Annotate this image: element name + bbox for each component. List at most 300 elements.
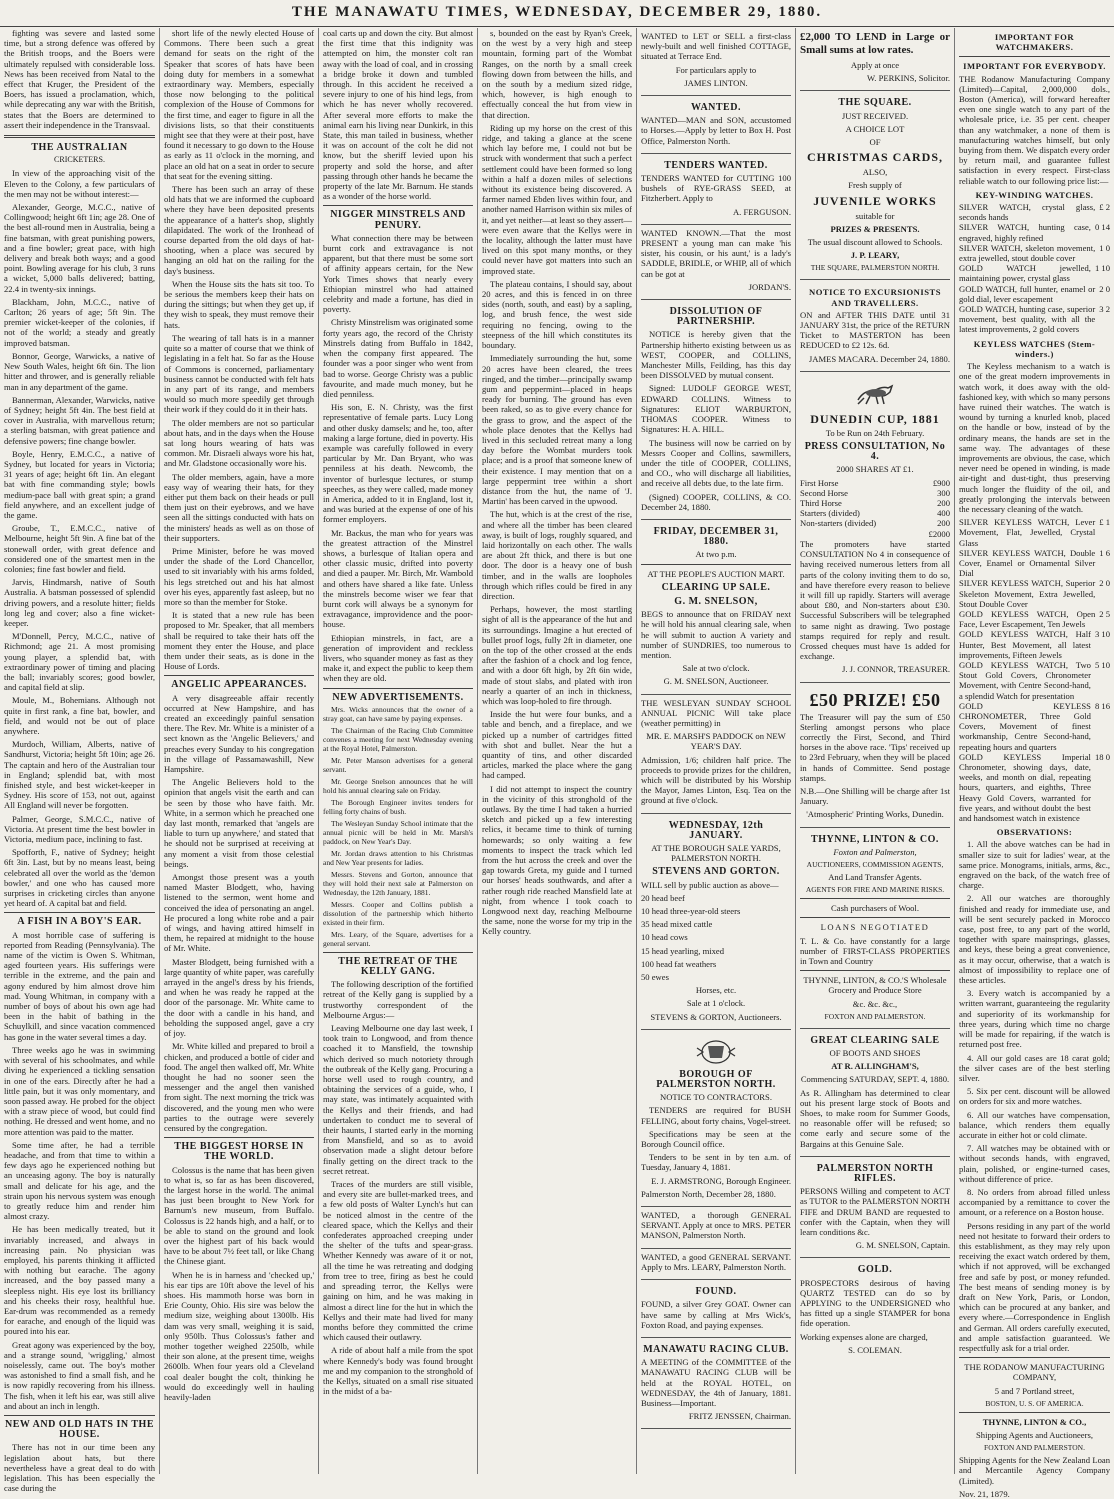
ad-wesleyan [641,695,791,814]
minstrels-article [323,233,473,684]
price-value: 5 10 [1094,659,1110,670]
paragraph: Tenders to be sent in by ten a.m. of Tuesday, January 4, 1881. [641,1152,791,1173]
ad-text: BOSTON, U. S. OF AMERICA. [985,1398,1084,1408]
ad-snelson-sale [641,520,791,695]
ad-borough [641,1030,791,1207]
divider [800,970,950,971]
paragraph: Mr. Backus, the man who for years was the greatest attraction of the Minstrel shows, a burlesque of Italian opera and other classic music, drifted into poverty and died a pauper. Mr. Birch, Mr. Wambold and others have shared a like fate. Unless the minstrels become wiser we fear that burnt cork will always be a synonym for extravagance, improvidence and the poor-house. [323,527,473,630]
ad-heading: LOANS NEGOTIATED [820,922,930,933]
ad-text: The Keyless mechanism to a watch is one of the great modern improvements in watch work, it does away with the old-fashioned key, with which so many persons have ruined their watches. The watch is wound by turning a knurled knob, placed on the handle or bow, instead of by the ordinary means, the hands are set in the same way. The advantages of these improvements are obvious, the case, which never need be opened in winding, is made air-tight and dust-tight, thus preserving much longer the fluidity of the oil, and greatly prolonging the intervals between the necessary cleaning of the watch. [959,361,1110,514]
hats-article [164,28,314,671]
price-value: 1 10 [1094,263,1110,274]
ad-signature: J. P. LEARY, [850,250,900,261]
paragraph: A ride of about half a mile from the spot where Kennedy's body was found brought me and my companion to the stronghold of the Kellys, situated on a small rise situated in the midst of a ba- [323,1345,473,1397]
paragraph: The Borough Engineer invites tenders for felling forty chains of bush. [323,797,473,816]
price-row [959,202,1110,222]
ad-text: THE WESLEYAN SUNDAY SCHOOL ANNUAL PICNIC Will take place (weather permitting) in [641,697,791,728]
price-row [959,284,1110,304]
divider [323,688,473,689]
ad-signature: JAMES LINTON. [684,77,748,88]
paragraph: The business will now be carried on by Messrs Cooper and Collins, sawmillers, under the title of COOPER, COLLINS, and CO., who will discharge all liabilities, and receive all debts due, to the late firm. [641,437,791,489]
ad-heading: KEY-WINDING WATCHES. [975,189,1094,200]
paragraph: Immediately surrounding the hut, some 20 acres have been cleared, the trees ringed, and the timber—principally swamp gum and peppermint—placed in heaps ready for burning. The ground has even been raked, so as to give every chance for the grass to grow, and the aspect of the whole place denotes that the Kellys had lived in this secluded retreat many a long day before the Wombat murders took place; and is a proof that someone knew of their existence. I may mention that on a large peppermint tree within a short distance from the hut, the name of 'J. Martin' has been carved in the upwood. [482,353,632,507]
ad-text: Working expenses alone are charged, [800,1331,928,1342]
price-label: GOLD WATCH, hunting case, superior movement, best quality, with all the latest improvements, 2 gold covers [959,304,1096,335]
paragraph: The plateau contains, I should say, about 20 acres, and this is fenced in on three sides (north, south, and east) by a sapling, log, and brush fence, the west side requiring no fencing, owing to the steepness of the hill which constitutes its boundary. [482,278,632,351]
fish-heading: A FISH IN A BOY'S EAR. [17,916,142,928]
ad-heading: DUNEDIN CUP, 1881 [810,411,940,426]
divider [164,1137,314,1138]
price-label: Non-starters (divided) [800,518,877,529]
paragraph: The Wesleyan Sunday School intimate that the annual picnic will be held in Mr. Marsh's paddock, on New Year's Day. [323,818,473,846]
ad-text: &c. &c. &c., [852,998,898,1009]
ad-text: FOUND, a silver Grey GOAT. Owner can have same by calling at Mrs Wick's, Foxton Road, and paying expenses. [641,1299,791,1330]
paragraph: 2. All our watches are thoroughly finished and ready for immediate use, and will be sent securely packed in Morocco case, post free, to any part of the world, together with spare mainsprings, glasses, and keys, these being a great convenience, as it may occur, otherwise, that a watch is almost of impossibility to replace one of these articles. [959,893,1110,986]
paragraph: Boyle, Henry, E.M.C.C., a native of Sydney, but located for years in Victoria; 31 years of age; height 6ft 1in. An elegant bat with fine commanding style; bowls medium-pace ball with great spin; a grand field anywhere, and an excellent judge of the game. [4,448,155,520]
paragraph: NOTICE is hereby given that the Partnership hitherto existing between us as WEST, COOPER, and COLLINS, Manchester Mills, Feilding, has this day been DISSOLVED by mutual consent. [641,329,791,381]
price-value: 3 2 [1099,304,1110,315]
price-row [959,660,1110,701]
price-row [959,243,1110,263]
price-label: SILVER KEYLESS WATCH, Double Cover, Enamel or Ornamental Silver Dial [959,547,1096,579]
ad-leary-cards [800,91,950,280]
paragraph: Blackham, John, M.C.C., native of Carlton; 26 years of age; 5ft 9in. The premier wicket-keeper of the colonies, if not of the world; a steady and greatly improved batsman. [4,296,155,348]
price-label: First Horse [800,477,839,488]
price-value: £900 [932,477,950,488]
ad-text: WANTED, a good GENERAL SERVANT. Apply to Mrs. LEARY, Palmerston North. [641,1251,791,1272]
paragraph: M'Donnell, Percy, M.C.C., native of Richmond; age 21. A most promising young player, a splendid bat, with extraordinary power of timing and placing the ball; invariably scores; good bowler, and capital field at slip. [4,631,155,693]
ad-signature: S. COLEMAN. [848,1344,902,1355]
ad-signature: J. J. CONNOR, TREASURER. [842,664,950,675]
ad-cottage [641,28,791,96]
ad-text: 2000 SHARES AT £1. [836,464,914,475]
ad-heading: BOROUGH OF PALMERSTON NORTH. [656,1068,776,1091]
paragraph: The older members are not so particular about hats, and in the days when the House sat long hours wearing of hats was common. Mr. Disraeli always wore his hat, and Mr. Gladstone occasionally wore his. [164,417,314,469]
paragraph: Ethiopian minstrels, in fact, are a generation of improvident and reckless livers, who squander money as fast as they make it, and expect the public to keep them when they are old. [323,632,473,684]
paragraph: Messrs. Stevens and Gorton, announce that they will hold their next sale at Palmerston on Wednesday, the 12th January, 1881. [323,869,473,897]
paragraph: 7. All watches may be obtained with or without seconds hands, with engraved, plain, polished, or engine-turned cases, without difference of price. [959,1143,1110,1184]
divider [323,205,473,206]
ad-text: AT THE PEOPLE'S AUCTION MART. [647,568,785,579]
paragraph: Inside the hut were four bunks, and a table and bench, and a fireplace, and we picked up a number of cartridges fitted with shot and bullet. Near the hut a quantity of tins, and other discarded articles, marked the place where the gang had camped. [482,709,632,781]
ad-excursionists [800,280,950,371]
paragraph: Great agony was experienced by the boy, and a strange sound, 'wriggling,' almost noiselessly, came out. The boy's mother was astonished to find a small fish, and he is now rapidly recovering from his illness. The fish, when it left his ear, was still alive and about an inch in length. [4,1339,155,1411]
stock-list [641,893,791,982]
ad-heading: GREAT CLEARING SALE [810,1034,940,1046]
ad-heading: IMPORTANT FOR EVERYBODY. [963,61,1106,72]
price-value: 2 5 [1099,608,1110,619]
paragraph: The hut, which is at the crest of the rise, and where all the timber has been cleared away, is built of logs, roughly squared, and laid horizontally on each other. The walls are about 2ft thick, and there is but one door. The door is a heavy one of bush timber, and in the walls are loopholes through which rifles could be fired in any direction. [482,509,632,601]
paragraph: Traces of the murders are still visible, and every site are bullet-marked trees, and a few old posts of Walter Lynch's hut can be noticed almost in the centre of the cleared space, which the Kellys and their confederates approached creeping under the shelter of the tufts and spear-grass. Whether Kennedy was aware of it or not, all the time he was retreating and dodging from tree to tree, firing as best he could and spreading terror, the Kellys were gaining on him, and he was making in almost a direct line for the hut in which the Kellys and their mate had lived for many months before they committed the crime which caused their outlawry. [323,1179,473,1343]
paragraph: Murdoch, William, Alberts, native of Sandhurst, Victoria; height 5ft 10in; age 26. The captain and hero of the Australian tour in England; splendid bat, with most finished style, and best wicket-keeper in Sydney. His score of 153, not out, against All England will never be forgotten. [4,739,155,811]
price-label: SILVER WATCH, crystal glass, seconds hands [959,202,1096,223]
price-row [959,222,1110,242]
kelly-article-cont [482,28,632,937]
price-value: £ 1 [1099,517,1110,528]
angelic-article [164,693,314,1134]
paragraph: TENDERS are required for BUSH FELLING, about forty chains, Vogel-street. [641,1105,791,1126]
price-row [959,517,1110,548]
ad-heading: KEYLESS WATCHES (Stem-winders.) [973,338,1096,359]
ad-text: AT THE BOROUGH SALE YARDS, PALMERSTON NORTH. [651,843,781,864]
paragraph: Persons residing in any part of the world need not hesitate to forward their orders to this establishment, as they may rely upon receiving the exact watch ordered by them, which if not approved, will be exchanged free and safe by post, or money refunded. The best means of sending money is by draft on New York, Paris, or London, which can be procured at any banker, and every where.—Correspondence in English and German. All orders carefully executed, and ample satisfaction guaranteed. We respectfully ask for a trial order. [959,1220,1110,1353]
observations [959,839,1110,1353]
ad-text: WANTED, a thorough GENERAL SERVANT. Apply at once to MRS. PETER MANSON, Palmerston North. [641,1210,791,1241]
ad-tenders [641,154,791,225]
ad-text: ON and AFTER THIS DATE until 31 JANUARY 31st, the price of the RETURN Ticket to MASTERTON has been REDUCED to £2 12s. 6d. [800,309,950,351]
ad-text: Horses, etc. [695,985,737,996]
price-row [800,498,950,508]
column-4 [477,28,636,1474]
paragraph: 100 head fat weathers [641,958,717,969]
ad-text: The usual discount allowed to Schools. [807,237,943,248]
ad-text: Sale at two o'clock. [682,663,750,674]
divider [959,56,1110,57]
paragraph: Moule, M., Bohemians. Although not quite in first rank, a fine bat, bowler, and field, and would not be out of place anywhere. [4,695,155,736]
price-value: £2000 [928,528,950,539]
ad-heading: JUVENILE WORKS [813,193,937,208]
paragraph: (Signed) COOPER, COLLINS, & CO. December 24, 1880. [641,491,791,512]
paragraph: There has been such an array of these old hats that we are informed the cupboard where they have been deposited presents the appearance of a hatter's shop, slightly dilapidated. The work of the Ironhead of course departed from the old days of hat-shooting, when a place was secured by hanging an old hat on the railing for the day's business. [164,184,314,276]
divider [164,675,314,676]
price-value: £ 2 [1099,202,1110,213]
paragraph: Amongst those present was a youth named Master Blodgett, who, having listened to the sermon, went home and conceived the idea of personating an angel. He procured a long white robe and a pair of wings, and having attired himself in them, he repaired at midnight to the house of Mr. White. [164,872,314,954]
ad-text [641,329,791,511]
horse-article-end: coal carts up and down the city. But almost the first time that this indignity was attempted on him, the monster colt ran away with the load of coal, and in crossing a bridge broke it down and tumbled through. In this accident he received a severe injury to one of his hind legs, from which he has never wholly recovered. After several more efforts to make the animal earn his living near Dunkirk, in this State, this man tailed in business, whether it was on account of the colt he did not know, but the sheriff levied upon his property and sold the horse, and after passing through other hands he became the property of the late Mr. Barnum. He stands as a wonder of the horse world. [323,28,473,202]
paragraph: The following description of the fortified retreat of the Kelly gang is supplied by a trustworthy correspondent of the Melbourne Argus:— [323,979,473,1020]
ad-text: MR. E. MARSH'S PADDOCK on NEW YEAR'S DAY. [646,731,786,752]
ad-text: BEGS to announce that on FRIDAY next he will hold his annual clearing sale, when he will submit to auction A variety and number of SUNDRIES, too numerous to mention. [641,609,791,660]
ad-text: PERSONS Willing and competent to ACT as TUTOR to the PALMERSTON NORTH FIFE and DRUM BAND are requested to confer with the Captain, when they will learn conditions &c. [800,1186,950,1238]
ad-text: AGENTS FOR FIRE AND MARINE RISKS. [805,885,945,895]
paragraph: Bonnor, George, Warwicks, a native of New South Wales, height 6ft 6in. The lion hitter and thrower, and is generally reliable man in any department of the game. [4,350,155,392]
ad-signature: 'Atmospheric' Printing Works, Dunedin. [806,809,944,820]
paragraph: Bannerman, Alexander, Warwicks, native of Sydney; height 5ft 4in. The best field at cover in Australia, with marvellous return; a sterling batsman, with great patience and defensive powers; fine change bowler. [4,394,155,446]
paragraph: It is stated that a new rule has been proposed to Mr. Speaker, that all members shall be required to take their hats off the moment they enter the House, and place them under their seats, as is done in the House of Lords. [164,610,314,672]
ad-dunedin-cup [800,372,950,683]
price-value: 1 0 [1099,242,1110,253]
paragraph: 10 head cows [641,932,688,943]
ad-heading: CLEARING UP SALE. [661,581,771,593]
paragraph: Messrs. Cooper and Collins publish a dissolution of the partnership which hitherto existed in their firm. [323,899,473,927]
price-row [800,508,950,518]
ad-text: A CHOICE LOT [845,123,905,134]
price-value: 200 [937,498,950,509]
ad-heading: IMPORTANT FOR WATCHMAKERS. [994,32,1075,53]
price-value: 2 0 [1099,578,1110,589]
paragraph: Alexander, George, M.C.C., native of Collingwood; height 6ft 1in; age 28. One of the best all-round men in Australia, being a fine batsman, with great punishing powers, and a fine bowler; great pace, with high delivery and break both ways; and a good point. Bowling average for his club, 3 runs a wicket, 5,000 balls delivered; batting, 22.4 in twenty-six innings. [4,202,155,294]
cricket-heading: THE AUSTRALIAN [31,142,128,154]
paragraph: 3. Every watch is accompanied by a written warrant, guaranteeing the regularity and superiority of its workmanship for three years, during which time no charge will be made for repairing, if the watch is returned post free. [959,988,1110,1050]
paragraph: Colossus is the name that has been given to what is, so far as has been discovered, the largest horse in the world. The animal has just been brought to New York for Barnum's new museum, from Buffalo. Colossus is 22 hands high, and a half, or to be able to stand on the ground and look over the highest part of his back would have to be about 7½ feet tall, or like Chang the Chinese giant. [164,1164,314,1267]
divider [800,917,950,918]
price-row [959,263,1110,283]
ad-heading: THYNNE, LINTON & CO. [811,833,939,845]
ad-heading: £50 PRIZE! £50 [809,689,941,710]
paragraph: 4. All our gold cases are 18 carat gold; the silver cases are of the best sterling silver. [959,1052,1110,1083]
paragraph: Mr. George Snelson announces that he will hold his annual clearing sale on Friday. [323,776,473,795]
paragraph: Palmer, George, S.M.C.C., native of Victoria. At present time the best bowler in Victoria, medium pace, inclining to fast. [4,813,155,845]
horse-heading: THE BIGGEST HORSE IN THE WORLD. [174,1141,304,1163]
ad-text: Foxton and Palmerston, [833,846,917,857]
paragraph: When the House sits the hats sit too. To be serious the members keep their hats on during the sittings; but when they get up, if they wish to speak, they must remove their hats. [164,278,314,330]
ad-text: 5 and 7 Portland street, [994,1385,1075,1396]
paragraph: 10 head three-year-old steers [641,906,741,917]
ad-heading: TENDERS WANTED. [664,159,768,171]
price-label: GOLD KEYLESS WATCH, Half Hunter, Best Movement, all latest improvements, Fifteen Jewels [959,629,1091,660]
ad-heading: MANAWATU RACING CLUB. [643,1343,789,1355]
ad-text: Admission, 1/6; children half price. The proceeds to provide prizes for the children, which will be distributed by his Worship the Mayor, James Linton, Esq. Tea on the ground at five o'clock. [641,754,791,806]
column-3 [318,28,477,1474]
horse-article [164,1165,314,1403]
ad-signature: A. FERGUSON. [732,206,791,217]
divider [959,1412,1110,1413]
ad-heading: PRESS CONSULTATION, No 4. [804,441,946,463]
kelly-heading: THE RETREAT OF THE KELLY GANG. [338,955,458,977]
ad-text: THE SQUARE, PALMERSTON NORTH. [810,263,940,273]
paragraph: 35 head mixed cattle [641,919,713,930]
ad-signature: FRITZ JENSSEN, Chairman. [688,1411,791,1422]
paragraph: 15 head yearling, mixed [641,945,725,956]
ad-text: And Land Transfer Agents. [828,871,922,882]
price-row [800,529,950,539]
paragraph: Some time after, he had a terrible headache, and from that time to within a few days ago he experienced nothing but an unceasing agony. The boy is naturally small and delicate for his age, and the strain upon his nervous system was enough to greatly reduce him and render him almost crazy. [4,1139,155,1222]
price-label: GOLD KEYLESS WATCH, Two Stout Gold Covers, Chronometer Movement, with Centre Second-hand, a splendid Watch for presentation [959,659,1091,701]
paragraph: Master Blodgett, being furnished with a large quantity of white paper, was carefully arrayed in the angel's dress by his friends, and when he was ready he rapped at the door of the parsonage. Mr. White came to the door with a candle in his hand, and beholding the supposed angel, gave a cry of joy. [164,956,314,1039]
ad-signature: G. M. SNELSON, Auctioneer. [663,676,769,687]
column-2 [159,28,318,1474]
paragraph: 50 ewes [641,972,669,983]
hats-heading: NEW AND OLD HATS IN THE HOUSE. [4,1419,155,1441]
ad-loan [800,28,950,91]
price-row [959,701,1110,752]
paragraph: 6. All our watches have compensation, balance, which renders them equally accurate in either hot or cold climate. [959,1109,1110,1140]
ad-text: At two p.m. [695,549,737,560]
price-label: GOLD WATCH jewelled, maintaining power, crystal glass [959,263,1091,284]
price-label: GOLD WATCH, full hunter, enamel or gold dial, lever escapement [959,283,1096,304]
divider [4,912,155,913]
price-label: SILVER KEYLESS WATCH, Lever Movement, Flat, Jewelled, Crystal Glass [959,517,1096,548]
ad-heading: OBSERVATIONS: [996,827,1073,838]
ad-heading: WEDNESDAY, 12th JANUARY. [668,819,764,841]
price-value: 18 0 [1094,751,1110,762]
column-6 [795,28,954,1474]
ad-text: The promoters have started CONSULTATION No 4 in consequence of having received numerous letters from all parts of the colony inviting them to do so, and have therefore every reason to believe it will fill up rapidly. Starters will average about £80, and Non-starters about £30. Successful Subscribers will be telegraphed to same night as drawing. Two postage stamps required for reply and result. Crossed cheques must have 1s added for exchange. [800,538,950,662]
borough-crest-icon [693,1036,739,1066]
ad-gold [800,1258,950,1362]
price-value: 3 10 [1094,629,1110,640]
ad-thynne-linton [800,828,950,1029]
ad-text: PROSPECTORS desirous of having QUARTZ TESTED can do so by APPLYING to the UNDERSIGNED who has fitted up a single STAMPER for bona fide operation. [800,1277,950,1329]
minstrels-heading: NIGGER MINSTRELS AND PENURY. [330,209,466,231]
price-value: 300 [937,487,950,498]
price-label: GOLD KEYLESS Imperial Chronometer, showing days, date, weeks, and month on dial, repeating hours, quarters, and eighths, Three Heavy Gold Covers, warranted for five years, and without doubt the best and handsomest watch in existence [959,751,1091,824]
column-7 [954,28,1114,1499]
paragraph: Mr. White killed and prepared to broil a chicken, and produced a bottle of cider and food. The angel then walked off, Mr. White thought he had no sooner seen the messenger and the angel then vanished from sight. The next morning the trick was discovered, and the young men who were parties to the outrage were severely censured by the congregation. [164,1041,314,1133]
ad-heading: FOUND. [695,1286,737,1298]
prize-table [800,478,950,539]
ad-jordans [641,225,791,300]
ad-wanted-man [641,96,791,154]
price-row [959,548,1110,579]
paragraph: Perhaps, however, the most startling sight of all is the appearance of the hut and its surroundings. Imagine a hut erected of bullet proof logs, fully 2ft in diameter, one on the top of the other crossed at the ends after the fashion of a chock and log fence, and with a door 6ft high, by 2ft 6in wide, made of stout slabs, and plated with iron nearly a quarter of an inch in thickness, which was loop-holed to fire through. [482,604,632,706]
cricket-article [4,168,155,908]
ad-found [641,1280,791,1338]
paragraph: 1. All the above watches can be had in smaller size to suit for ladies' wear, at the same price. Monograms, initials, arms, &c., engraved on the back, of the watch free of charge. [959,839,1110,891]
divider [641,564,791,565]
ad-text: Apply at once [850,60,900,70]
ad-signature: STEVENS & GORTON, Auctioneers. [650,1011,782,1022]
ad-text: OF BOOTS AND SHOES [829,1048,921,1058]
price-row [959,752,1110,823]
divider [959,1357,1110,1358]
paragraph: Specifications may be seen at the Borough Council office. [641,1128,791,1150]
ad-text: ALSO, [862,167,888,178]
price-row [800,478,950,488]
column-5 [636,28,795,1474]
paragraph: In view of the approaching visit of the Eleven to the Colony, a few particulars of the men may not be without interest:— [4,168,155,199]
fish-article [4,930,155,1411]
paragraph: Riding up my horse on the crest of this ridge, and taking a glance at the scene which lay before me, I could not but be struck with wonderment that such a perfect settlement could have been formed so long within a half a dozen miles of selections without its existence being discovered. A farmer named Ebden lives within four, and another named Harrison within six miles of it, and yet neither—at least so they assert—were even aware that the Kellys were in the locality, although the latter must have lived on this spot many months, or they could never have got matters into such an improved state. [482,122,632,276]
ad-signature: G. M. SNELSON, Captain. [855,1240,950,1251]
war-news: fighting was severe and lasted some time, but a strong defence was offered by the British troops, and the Boers were ultimately repulsed with considerable loss. News has been received from Natal to the effect that Kruger, the President of the Boers, has issued a proclamation, which, while deprecating any war with the British, states that the Boers are determined to assert their independence in the Transvaal. [4,28,155,130]
new-ads-list [323,705,473,948]
paragraph: Spofforth, F., native of Sydney; height 6ft 3in. Last, but by no means least, being celebrated all over the world as the 'demon bowler,' and one who has caused more surprises in cricketing circles than anyone yet heard of. A capital bat and field. [4,847,155,909]
paragraph: Three weeks ago he was in swimming with several of his schoolmates, and while diving he experienced a tickling sensation in one of the ears. Directly after he had a little pain, but it was only momentary, and soon passed away. He probed for the object with a straw piece of wood, but could find nothing. He dressed and went home, and no more attention was paid to the matter. [4,1044,155,1137]
paragraph: A most horrible case of suffering is reported from Reading (Pennsylvania). The name of the victim is Owen S. Whitman, aged fourteen years. His sufferings were terrible in the extreme, and the pain and agony endured by him almost drove him mad. Young Whitman, in company with a number of boys of about his own age had been in the habit of bathing in the Schuylkill, and since vacation commenced has gone in the water several times a day. [4,929,155,1042]
paragraph: What connection there may be between burnt cork and extravagance is not apparent, but that there must be some sort of affinity appears certain, for the New York Times shows that nearly every Ethiopian minstrel who had attained celebrity and made a fortune, has died in poverty. [323,232,473,315]
ad-text: JUST RECEIVED. [841,110,909,121]
price-list-keyless [959,517,1110,823]
ad-racing-club [641,1338,791,1429]
ad-text: A MEETING of the COMMITTEE of the MANAWATU RACING CLUB will be held at the ROYAL HOTEL, on WEDNESDAY, the 4th of January, 1881. Business—Important. [641,1357,791,1408]
price-row [959,578,1110,609]
paragraph: When he is in harness and 'checked up,' his ear tips are 10ft above the level of his shoes. His mammoth horse was born in Erie County, Ohio. His sire was below the medium size, weighing about 1300lb. His dam was very small, weighing it is said, only 950lb. Thus Colossus's father and mother together weighed 2250lb, while their son alone, at the present time, weighs 2600lb. When four years old a Cleveland coal dealer bought the colt, thinking he would do exceedingly well in hauling heavily-laden [164,1269,314,1402]
paragraph: The wearing of tall hats is in a manner quite so a matter of course that we think of legislating in a felt hat. So far as the House of Commons is concerned, parliamentary business cannot be conducted with felt hats in any part of its range, and members would so much more speedily get through their work if they could do it in their hats. [164,332,314,415]
paragraph: A very disagreeable affair recently occurred at New Hampshire, and has created an exceedingly painful sensation there. The Rev. Mr. White is a minister of a sect known as the 'Angelic Believers,' and preaches every Sunday to his congregation in the village of Passamawashill, New Hampshire. [164,692,314,775]
ad-servant-2 [641,1249,791,1280]
price-row [959,629,1110,660]
price-value: 200 [937,518,950,529]
ad-text: Fresh supply of [848,180,902,191]
ad-text: The Treasurer will pay the sum of £50 Sterling amongst persons who place correctly the First, Second, and Third horses in the above race. 'Tips' received up to 23rd February, when they will be placed in hands of Committee. Send postage stamps. [800,711,950,783]
paragraph: The older members, again, have a more easy way of wearing their hats, for they either put them back on their heads or pull them just on their eyebrows, and we have seen all the sittings conducted with hats on the ministers' heads as well as on those of their supporters. [164,471,314,543]
price-label: Second Horse [800,487,848,498]
price-row [800,518,950,528]
ad-text: N.B.—One Shilling will be charge after 1st January. [800,785,950,807]
divider [4,1415,155,1416]
price-value: 400 [937,508,950,519]
price-label: Starters (divided) [800,508,860,519]
ad-stevens-gorton [641,814,791,1030]
ad-heading: PALMERSTON NORTH RIFLES. [816,1162,934,1185]
ad-heading: STEVENS AND GORTON. [652,866,780,878]
price-value: 8 16 [1094,700,1110,711]
ad-text: THYNNE, LINTON, & CO.'S Wholesale Grocery and Produce Store [803,975,947,996]
paragraph: Mrs. Wicks announces that the owner of a stray goat, can have same by paying expenses. [323,704,473,723]
divider [800,898,950,899]
ad-signature: W. PERKINS, Solicitor. [866,73,950,84]
paragraph: I did not attempt to inspect the country in the vicinity of this stronghold of the outlaws. By the time I had taken a hurried sketch and picked up a few interesting relics, it became time to think of turning homewards; so only waiting a few moments to inspect the track which led from the hut across the creek and over the gap towards Greta, my guide and I turned our horses' heads southwards, and after a rather rough ride reached Mansfield late at night, from whence I took coach to Longwood next day, reaching Melbourne the same, none the worse for my trip in the Kelly country. [482,783,632,937]
ad-text: Palmerston North, December 28, 1880. [641,1188,776,1199]
ad-text: Sale at 1 o'clock. [686,998,746,1009]
ad-dissolution [641,300,791,520]
ad-text: suitable for [855,210,895,221]
ad-text: AUCTIONEERS, COMMISSION AGENTS, [806,859,944,869]
ad-heading: GOLD. [857,1264,893,1276]
ad-signature: E. J. ARMSTRONG, Borough Engineer. [651,1175,791,1186]
ad-heading: THYNNE, LINTON & CO., [982,1416,1087,1427]
price-label: SILVER KEYLESS WATCH, Superior Skeleton Movement, Extra Jewelled, Stout Double Cover [959,578,1096,609]
price-label: GOLD KEYLESS WATCH, Open Face, Lever Escapement, Ten Jewels [959,608,1096,630]
ad-text [641,1105,791,1172]
price-row [959,609,1110,629]
ad-text: WANTED to LET or SELL a first-class newly-built and well finished COTTAGE, situated at Terrace End. [641,31,791,62]
ad-text: To be Run on 24th February. [825,427,925,438]
paragraph: The Chairman of the Racing Club Committee convenes a meeting for next Wednesday evening at the Royal Hotel, Palmerston. [323,725,473,753]
ad-text: For particulars apply to [675,64,757,75]
paragraph: 5. Six per cent. discount will be allowed on orders for six and more watches. [959,1086,1110,1107]
ad-text: WILL sell by public auction as above— [641,879,779,890]
racehorse-icon [845,378,905,408]
ad-text: FOXTON AND PALMERSTON. [984,1443,1085,1453]
price-list-key [959,202,1110,335]
ad-rifles [800,1157,950,1259]
ad-text: AT R. ALLINGHAM'S, [831,1061,919,1072]
price-label: SILVER WATCH, hunting case, engraved, highly refined [959,222,1091,243]
ad-text: WANTED KNOWN.—That the most PRESENT a young man can make 'his sister, his cousin, or his aunt,' is a lady's SADDLE, BRIDLE, or WHIP, all of which can be got at [641,227,791,279]
paragraph: The Angelic Believers hold to the opinion that angels visit the earth and can be seen by those who have faith. Mr. White, in a sermon which he preached one day last month, remarked that 'angels are liable to turn up anywhere,' and stated that he should not be surprised at receiving at any moment a visit from those celestial beings. [164,777,314,869]
cricket-subheading: CRICKETERS. [54,155,105,165]
ad-text: WANTED—MAN and SON, accustomed to Horses.—Apply by letter to Box H. Post Office, Palmerston North. [641,115,791,146]
ad-heading: DISSOLUTION OF PARTNERSHIP. [669,306,763,328]
paragraph: Groube, T., E.M.C.C., native of Melbourne, height 5ft 9in. A fine bat of the stonewall order, with great defence and considered one of the smartest men in the colonies; fine fast bowler and field. [4,523,155,574]
kelly-article [323,979,473,1396]
ad-text: Shipping Agents for the New Zealand Loan and Mercantile Agency Company (Limited). [959,1455,1110,1486]
ad-heading: CHRISTMAS CARDS, [806,150,944,165]
paragraph: short life of the newly elected House of Commons. There been such a great demand for seats on the right of the Speaker that scores of hats have been doing duty for members in a somewhat extraordinary way. Members, especially those now belonging to the political complexion of the House of Commons for the first time, and eager to figure in all the divisions lists, so that their constituents might see that they were at their post, have found it necessary to go down to the House as early as 11 o'clock in the morning, and place an old hat on a seat in order to secure that seat for the evening sitting. [164,28,314,181]
paragraph: 8. No orders from abroad filled unless accompanied by a remittance to cover the amount, or a reference on a Boston house. [959,1186,1110,1218]
price-label: SILVER WATCH, skeleton movement, extra jewelled, stout double cover [959,242,1096,264]
ad-text: Cash purchasers of Wool. [831,903,919,914]
ad-heading: WANTED. [691,102,741,114]
ad-text: THE Rodanow Manufacturing Company (Limited)—Capital, 2,000,000 dols., Boston (America), will forward hereafter even one single watch to any part of the wholesale price, i.e. 35 per cent. cheaper than any watchmaker, a none of them is manufacturing watches himself, but only buying from them. We dispatch every order by return mail, and guarantee fullest satisfaction in every respect. First-class reliable watch to our following price list:— [959,73,1110,186]
paragraph: Jarvis, Hindmarsh, native of South Australia. A batsman possessed of splendid driving powers, and a resolute hitter; fields long leg and cover; also a fine wicket-keeper. [4,577,155,628]
angelic-heading: ANGELIC APPEARANCES. [171,679,307,691]
ad-heading: NOTICE TO EXCURSIONISTS AND TRAVELLERS. [808,287,941,308]
ad-servant-1 [641,1207,791,1249]
paragraph: s, bounded on the east by Ryan's Creek, on the west by a very high and steep mountain, forming part of the Wombat Ranges, on the north by a small creek flowing down from between the hills, and on the south by a medium sized ridge, which, however, is high enough to effectually conceal the hut from view in that direction. [482,28,632,120]
divider [323,952,473,953]
masthead: THE MANAWATU TIMES, WEDNESDAY, DECEMBER 29, 1880. [0,0,1114,27]
price-value: 1 6 [1099,547,1110,558]
ad-text: Shipping Agents and Auctioneers, [976,1430,1093,1440]
price-label: Third Horse [800,498,842,509]
paragraph: Leaving Melbourne one day last week, I took train to Longwood, and from thence coached it to Mansfield, the township which derived so much notoriety through the outbreak of the Kelly gang. Procuring a horse well used to rough country, and obtaining the services of a guide, who, I may state, was intimately acquainted with the Kellys and their friends, and had undertaken to conduct me to several of their haunts, I started early in the morning from Mansfield, and so as to avoid observation made a slight detour before finally getting on the direct track to the secret retreat. [323,1023,473,1176]
paragraph: Mr. Peter Manson advertises for a general servant. [323,755,473,774]
ad-signature: JORDAN'S. [748,281,791,292]
ad-text: Nov. 21, 1879. [959,1488,1010,1499]
ad-text: FOXTON AND PALMERSTON. [824,1011,926,1021]
ad-heading: G. M. SNELSON, [674,595,758,607]
paragraph: His son, E. N. Christy, was the first representative of female parts. Lucy Long and other dusky damsels; and he, too, after making a large fortune, died in poverty. His example was carefully followed in every particular by Mr. Dan Bryant, who was penniless at his death. Newcomb, the inventor of burlesque lectures, or stump speeches, as they were called, made money in America, added to it in England, lost it, and was buried at the expense of one of his former employers. [323,402,473,525]
paragraph: Mr. Jordan draws attention to his Christmas and New Year presents for ladies. [323,848,473,867]
price-row [800,488,950,498]
ad-signature: THE RODANOW MANUFACTURING COMPANY, [964,1362,1105,1383]
column-1 [0,28,159,1494]
ad-text: NOTICE TO CONTRACTORS. [660,1092,772,1103]
ad-text: OF [869,137,881,148]
